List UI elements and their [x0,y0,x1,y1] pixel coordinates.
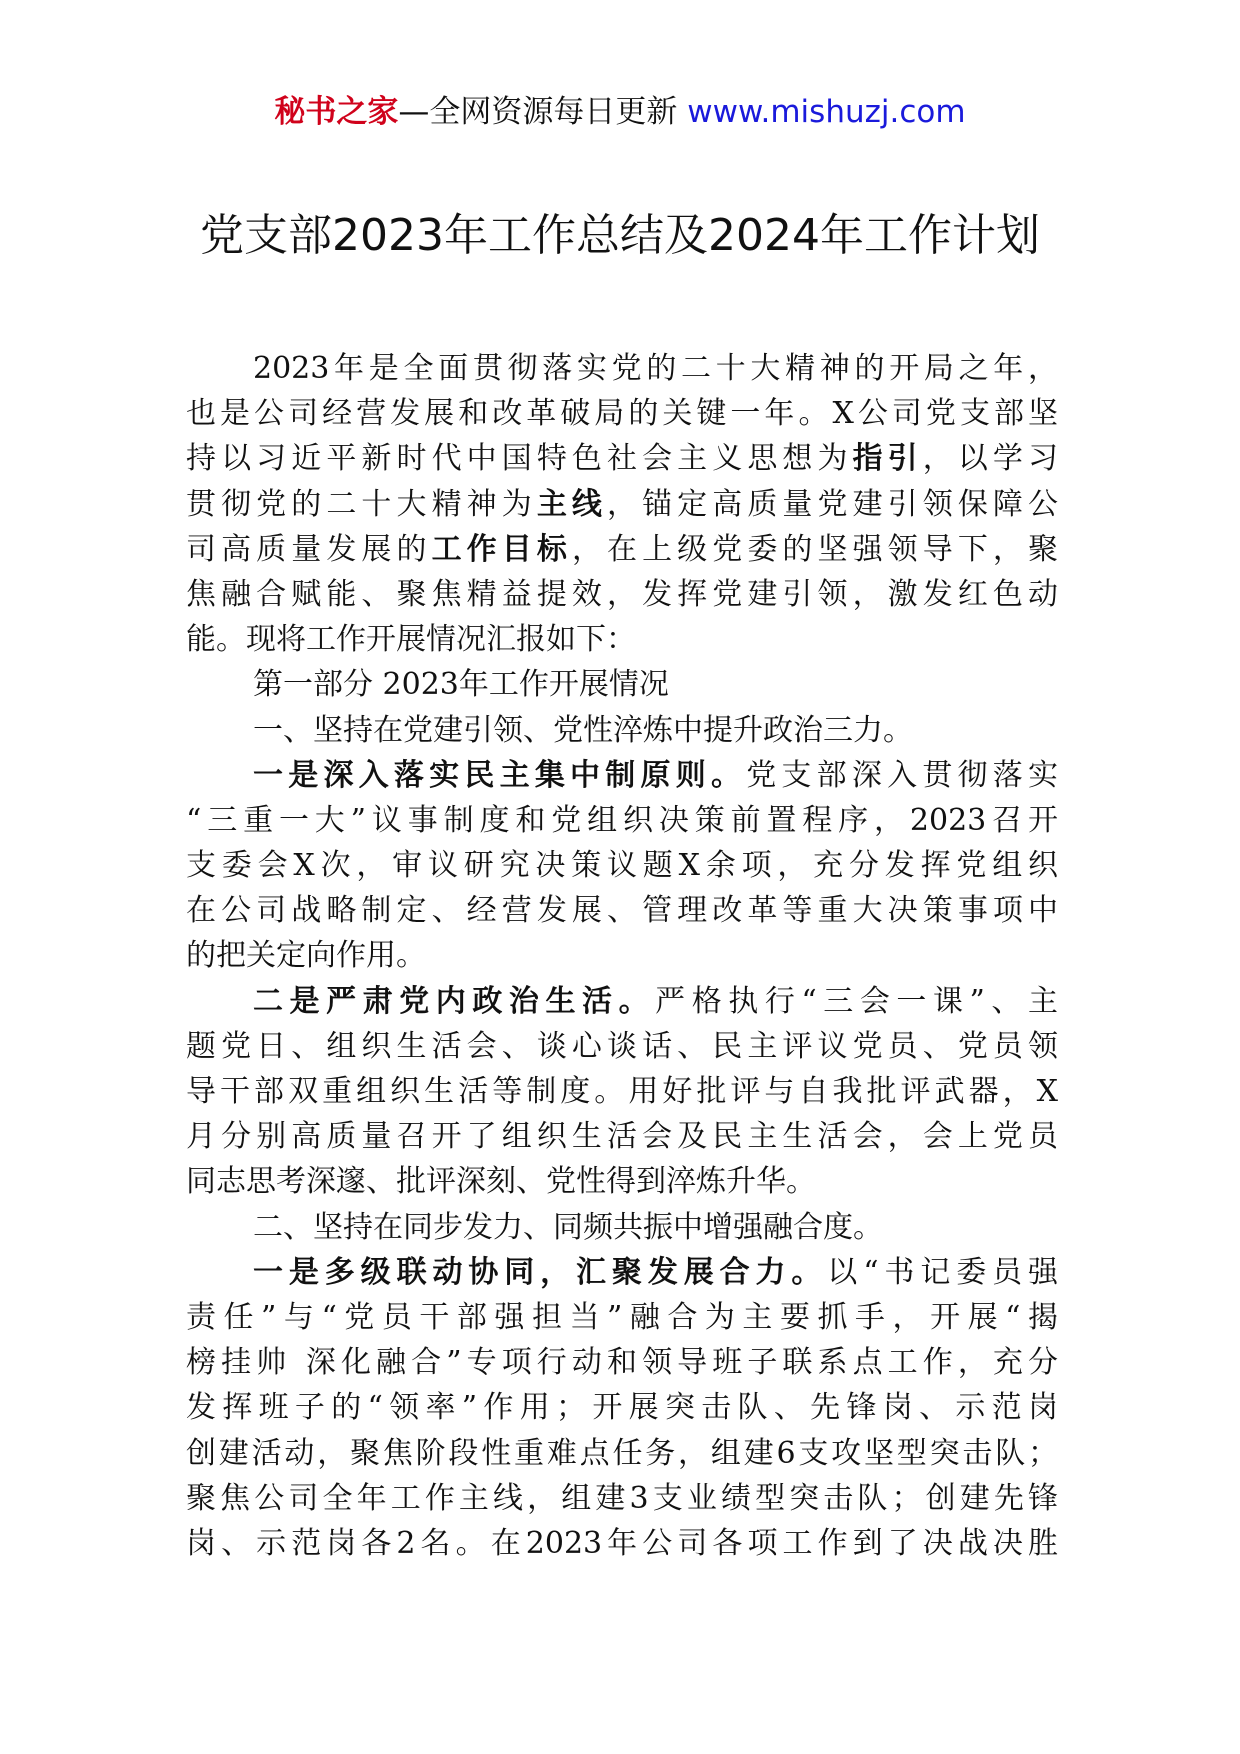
paragraph-line: 一是多级联动协同，汇聚发展合力。以“书记委员强 [253,1254,1058,1290]
paragraph-line: 榜挂帅 深化融合”专项行动和领导班子联系点工作，充分 [186,1345,1058,1381]
paragraph-line: 司高质量发展的工作目标，在上级党委的坚强领导下，聚 [186,531,1059,567]
paragraph-line: 导干部双重组织生活等制度。用好批评与自我批评武器，X [186,1074,1058,1109]
site-header [0,92,1240,132]
paragraph-line: 岗、示范岗各2名。在2023年公司各项工作到了决战决胜 [186,1525,1058,1561]
paragraph-line: 创建活动，聚焦阶段性重难点任务，组建6支攻坚型突击队； [186,1435,1058,1471]
paragraph-line: 的把关定向作用。 [186,938,426,974]
paragraph-line: 月分别高质量召开了组织生活会及民主生活会，会上党员 [186,1119,1058,1155]
emphasis-text: 工作目标 [431,531,572,567]
paragraph-line: 也是公司经营发展和改革破局的关键一年。X公司党支部坚 [186,396,1058,432]
paragraph-line: 一是深入落实民主集中制原则。党支部深入贯彻落实 [253,757,1059,793]
emphasis-text: 一是深入落实民主集中制原则。 [253,757,747,793]
emphasis-text: 一是多级联动协同，汇聚发展合力。 [253,1254,828,1290]
paragraph-line: 在公司战略制定、经营发展、管理改革等重大决策事项中 [186,893,1058,929]
site-brand: 秘书之家 [274,94,399,130]
emphasis-text: 主线 [536,486,608,522]
paragraph-line: “三重一大”议事制度和党组织决策前置程序，2023召开 [186,802,1058,838]
subsection-heading: 二、坚持在同步发力、同频共振中增强融合度。 [253,1209,883,1245]
subsection-heading: 一、坚持在党建引领、党性淬炼中提升政治三力。 [253,712,913,748]
paragraph-line: 支委会X次，审议研究决策议题X余项，充分发挥党组织 [186,848,1058,884]
paragraph-line: 聚焦公司全年工作主线，组建3支业绩型突击队；创建先锋 [186,1480,1058,1516]
site-tagline: —全网资源每日更新 [398,94,678,130]
paragraph-line: 同志思考深邃、批评深刻、党性得到淬炼升华。 [186,1164,816,1200]
emphasis-text: 二是严肃党内政治生活。 [253,983,656,1019]
paragraph-line: 发挥班子的“领率”作用；开展突击队、先锋岗、示范岗 [186,1390,1058,1426]
paragraph-line: 贯彻党的二十大精神为主线，锚定高质量党建引领保障公 [186,486,1059,522]
paragraph-line: 二是严肃党内政治生活。严格执行“三会一课”、主 [253,983,1058,1019]
paragraph-line: 持以习近平新时代中国特色社会主义思想为指引，以学习 [186,441,1059,477]
emphasis-text: 指引 [852,441,923,477]
paragraph-line: 能。现将工作开展情况汇报如下： [186,622,636,658]
paragraph-line: 焦融合赋能、聚焦精益提效，发挥党建引领，激发红色动 [186,576,1058,612]
paragraph-line: 责任”与“党员干部强担当”融合为主要抓手，开展“揭 [186,1299,1058,1335]
document-title: 党支部2023年工作总结及2024年工作计划 [200,210,1040,261]
section-heading: 第一部分 2023年工作开展情况 [253,667,669,703]
paragraph-line: 2023年是全面贯彻落实党的二十大精神的开局之年， [253,351,1058,386]
document-body [186,346,1058,1566]
site-url-link[interactable]: www.mishuzj.com [687,94,966,130]
paragraph-line: 题党日、组织生活会、谈心谈话、民主评议党员、党员领 [186,1028,1058,1064]
